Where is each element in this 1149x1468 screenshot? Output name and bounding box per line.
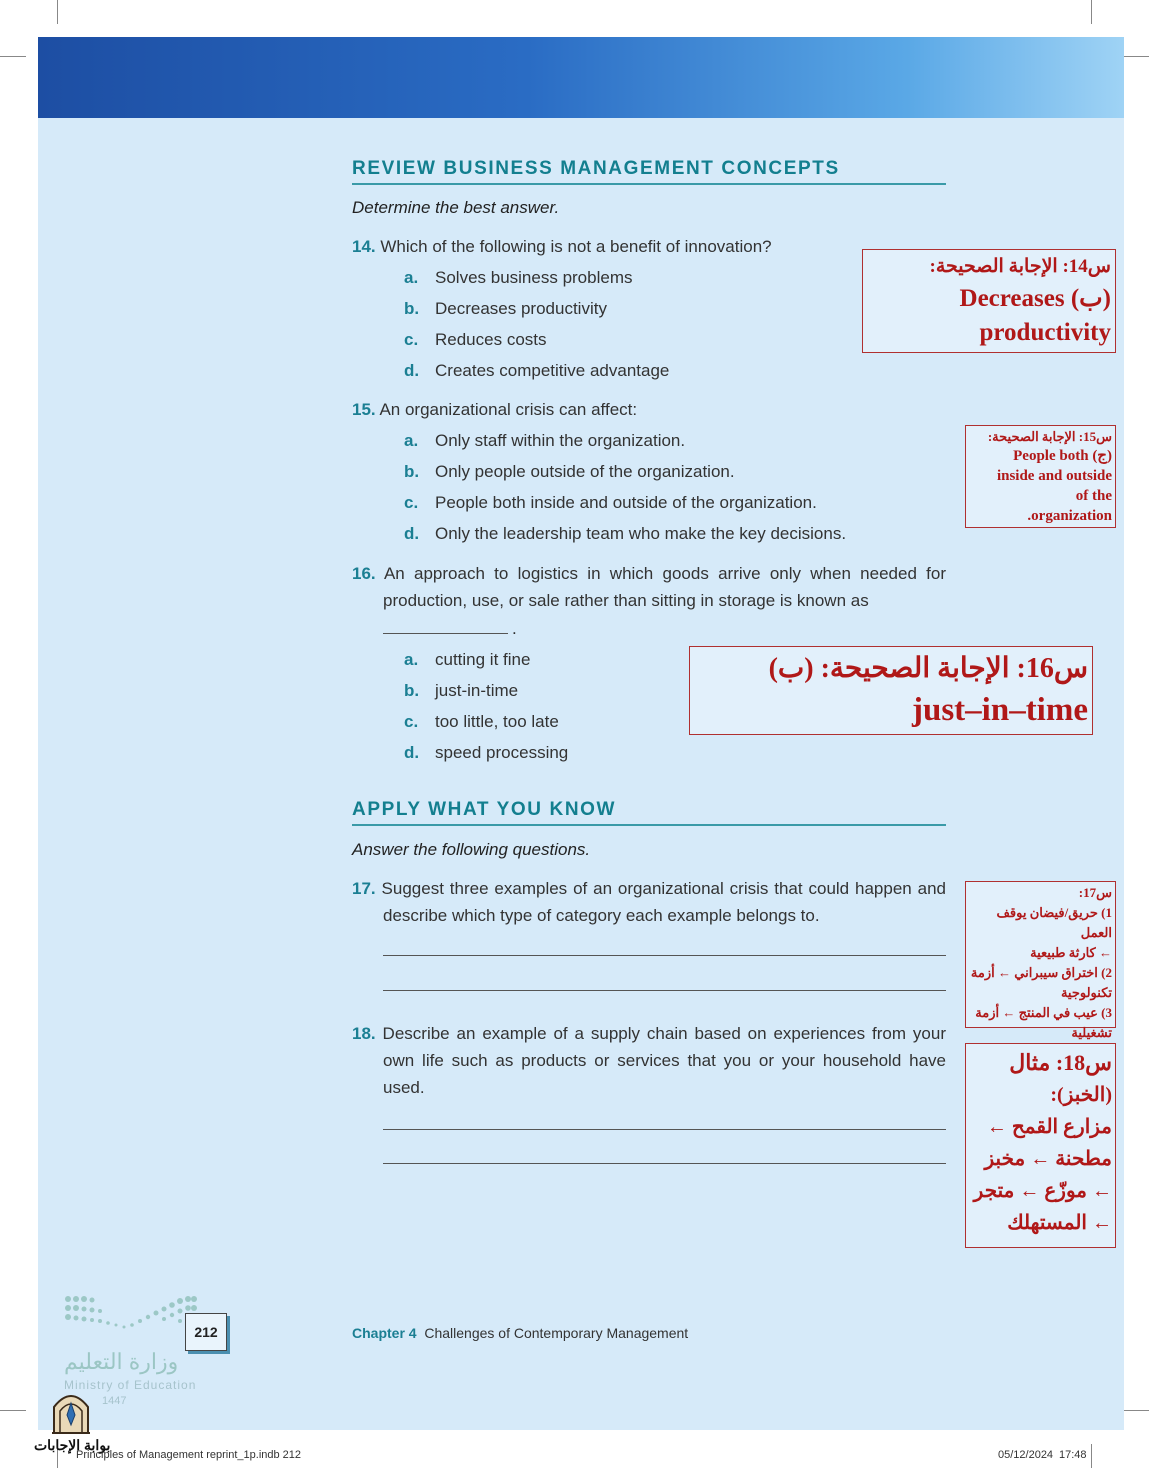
question-number: 18. [352, 1024, 376, 1043]
option-letter: b. [404, 681, 420, 700]
answer-text: مطحنة ← مخبز [984, 1148, 1112, 1170]
option-15a[interactable] [404, 431, 685, 451]
answer-text: س14: الإجابة الصحيحة: [929, 256, 1111, 277]
option-text: cutting it fine [435, 650, 531, 669]
crop-mark [1123, 56, 1149, 57]
answer-text: س15: الإجابة الصحيحة: [987, 429, 1112, 444]
answer-text: productivity [979, 319, 1111, 346]
answer-text: inside and outside [996, 468, 1112, 484]
answer-box-15 [965, 425, 1116, 528]
blank-period: . [512, 619, 517, 638]
option-text: Only the leadership team who make the key decisions. [435, 524, 847, 543]
question-number: 17. [352, 879, 376, 898]
ministry-year: 1447 [102, 1395, 127, 1407]
question-16 [352, 560, 946, 614]
question-number: 14. [352, 237, 376, 256]
ministry-name-english: Ministry of Education [64, 1378, 197, 1392]
option-15b[interactable] [404, 462, 735, 482]
option-text: Only staff within the organization. [435, 431, 686, 450]
answer-text: مزارع القمح ← [986, 1116, 1112, 1138]
answer-blank[interactable] [383, 633, 508, 634]
option-letter: d. [404, 524, 420, 543]
option-letter: a. [404, 431, 419, 450]
question-18 [352, 1020, 946, 1101]
option-letter: c. [404, 493, 419, 512]
question-number: 16. [352, 564, 376, 583]
textbook-page [38, 37, 1124, 1430]
option-text: Creates competitive advantage [435, 361, 670, 380]
answer-text: (الخبز): [1050, 1084, 1112, 1106]
brand-logo-icon [50, 1389, 92, 1435]
question-text: An organizational crisis can affect: [379, 400, 638, 419]
option-text: Reduces costs [435, 330, 547, 349]
option-letter: a. [404, 650, 419, 669]
option-15c[interactable] [404, 493, 817, 513]
question-text: Which of the following is not a benefit of innovation? [380, 237, 772, 256]
option-16b[interactable] [404, 681, 518, 701]
chapter-footer [352, 1325, 688, 1341]
answer-box-14 [862, 249, 1116, 353]
apply-instruction: Answer the following questions. [352, 840, 591, 859]
question-text: Suggest three examples of an organizational crisis that could happen and describe which type of category each example belongs to. [381, 879, 946, 925]
answer-text: تشغيلية [1071, 1025, 1112, 1040]
crop-mark [1123, 1410, 1149, 1411]
answer-text: organization. [1027, 508, 1112, 524]
review-section-title: REVIEW BUSINESS MANAGEMENT CONCEPTS [352, 158, 946, 185]
option-16d[interactable] [404, 743, 568, 763]
slug-date: 05/12/2024 [998, 1449, 1054, 1461]
answer-line[interactable] [383, 990, 946, 991]
option-text: Solves business problems [435, 268, 633, 287]
question-17 [352, 875, 946, 929]
header-banner [38, 37, 1124, 118]
option-text: speed processing [435, 743, 569, 762]
chapter-label: Chapter 4 [352, 1325, 417, 1341]
option-letter: d. [404, 361, 420, 380]
option-14d[interactable] [404, 361, 669, 381]
answer-text: 2) اختراق سيبراني ← أزمة [970, 965, 1112, 980]
option-letter: c. [404, 712, 419, 731]
option-14b[interactable] [404, 299, 607, 319]
chapter-title: Challenges of Contemporary Management [424, 1325, 689, 1341]
question-text: Describe an example of a supply chain based on experiences from your own life such as products or services that you or your household have used. [382, 1024, 946, 1097]
slug-time: 17:48 [1059, 1449, 1087, 1461]
option-14a[interactable] [404, 268, 632, 288]
option-text: Only people outside of the organization. [435, 462, 735, 481]
option-14c[interactable] [404, 330, 547, 350]
crop-mark [57, 0, 58, 24]
ministry-logo-icon [64, 1295, 198, 1333]
answer-box-18 [965, 1043, 1116, 1248]
answer-text: just–in–time [912, 692, 1088, 728]
answer-box-17 [965, 881, 1116, 1040]
apply-section-title: APPLY WHAT YOU KNOW [352, 799, 946, 826]
question-text: An approach to logistics in which goods arrive only when needed for production, use, or sale rather than sitting in storage is known as [383, 564, 946, 610]
option-text: just-in-time [435, 681, 519, 700]
crop-mark [0, 1410, 26, 1411]
answer-text: (ب) Decreases [959, 285, 1111, 312]
answer-text: ← كارثة طبيعية [1030, 945, 1112, 960]
answer-line[interactable] [383, 955, 946, 956]
answer-text: 3) عيب في المنتج ← أزمة [975, 1005, 1112, 1020]
crop-mark [0, 56, 26, 57]
answer-box-16 [689, 646, 1093, 735]
answer-text: س18: مثال [1009, 1050, 1112, 1075]
option-16a[interactable] [404, 650, 530, 670]
answer-text: س16: الإجابة الصحيحة: (ب) [768, 653, 1088, 684]
slug-file: Principles of Management reprint_1p.indb 212 [76, 1449, 302, 1461]
page-number: 212 [185, 1313, 227, 1351]
ministry-name-arabic: وزارة التعليم [64, 1349, 179, 1374]
option-letter: a. [404, 268, 419, 287]
crop-mark [1091, 1444, 1092, 1468]
answer-line[interactable] [383, 1129, 946, 1130]
crop-mark [1091, 0, 1092, 24]
answer-text: 1) حريق/فيضان يوقف العمل [996, 905, 1112, 940]
answer-line[interactable] [383, 1163, 946, 1164]
question-14 [352, 233, 946, 260]
option-16c[interactable] [404, 712, 559, 732]
option-text: too little, too late [435, 712, 559, 731]
question-15 [352, 396, 946, 423]
option-text: Decreases productivity [435, 299, 607, 318]
option-15d[interactable] [404, 524, 846, 544]
answer-text: س17: [1078, 885, 1112, 900]
answer-text: تكنولوجية [1060, 985, 1112, 1000]
question-number: 15. [352, 400, 376, 419]
option-letter: b. [404, 299, 420, 318]
answer-text: (ج) People both [1013, 448, 1112, 464]
answer-text: ← موزّع ← متجر [973, 1180, 1112, 1202]
answer-text: of the [1075, 488, 1112, 504]
watermark-brand: بوابة الإجابات [34, 1437, 111, 1453]
option-letter: d. [404, 743, 420, 762]
review-instruction: Determine the best answer. [352, 198, 560, 217]
option-letter: c. [404, 330, 419, 349]
answer-text: ← المستهلك [1007, 1212, 1112, 1234]
option-text: People both inside and outside of the organization. [435, 493, 817, 512]
option-letter: b. [404, 462, 420, 481]
